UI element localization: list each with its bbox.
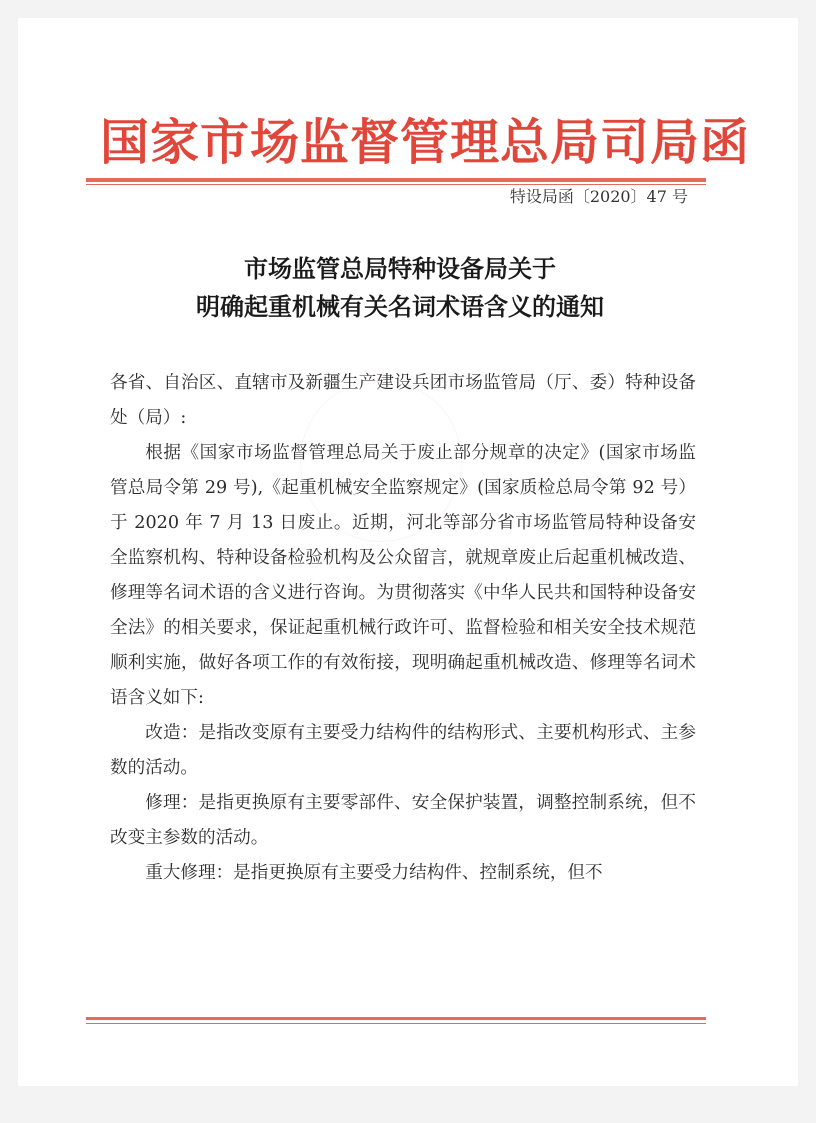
footer-rule-thin [86,1023,706,1024]
document-body [110,366,696,891]
subject-line-2: 明确起重机械有关名词术语含义的通知 [196,292,604,321]
addressee: 各省、自治区、直辖市及新疆生产建设兵团市场监管局（厅、委）特种设备处（局）: [110,373,696,428]
subject-line-1: 市场监管总局特种设备局关于 [244,254,556,283]
paragraph-intro: 根据《国家市场监督管理总局关于废止部分规章的决定》(国家市场监管总局令第 29 号),《起重机械安全监察规定》(国家质检总局令第 92 号）于 2020 年 7 月 13 日废止。近期，河北等部分省市场监管局特种设备安全监察机构、特种设备检验机构及公众留言，就规章废止后起重机械改造、修理等名词术语的含义进行咨询。为贯彻落实《中华人民共和国特种设备安全法》的相关要求，保证起重机械行政许可、监督检验和相关安全技术规范顺利实施，做好各项工作的有效衔接，现明确起重机械改造、修理等名词术语含义如下: [110,443,696,708]
letterhead-rule-thick [86,178,706,182]
paragraph-repair: 修理：是指更换原有主要零部件、安全保护装置，调整控制系统，但不改变主参数的活动。 [110,793,696,848]
footer-rule-thick [86,1017,706,1020]
letterhead-rule-thin [86,184,706,185]
document-number: 特设局函〔2020〕47 号 [509,187,688,206]
paragraph-modification: 改造：是指改变原有主要受力结构件的结构形式、主要机构形式、主参数的活动。 [110,723,696,778]
letterhead-title: 国家市场监督管理总局司局函 [100,113,751,171]
document-subject [100,250,700,326]
paragraph-major-repair: 重大修理：是指更换原有主要受力结构件、控制系统，但不 [145,863,603,883]
